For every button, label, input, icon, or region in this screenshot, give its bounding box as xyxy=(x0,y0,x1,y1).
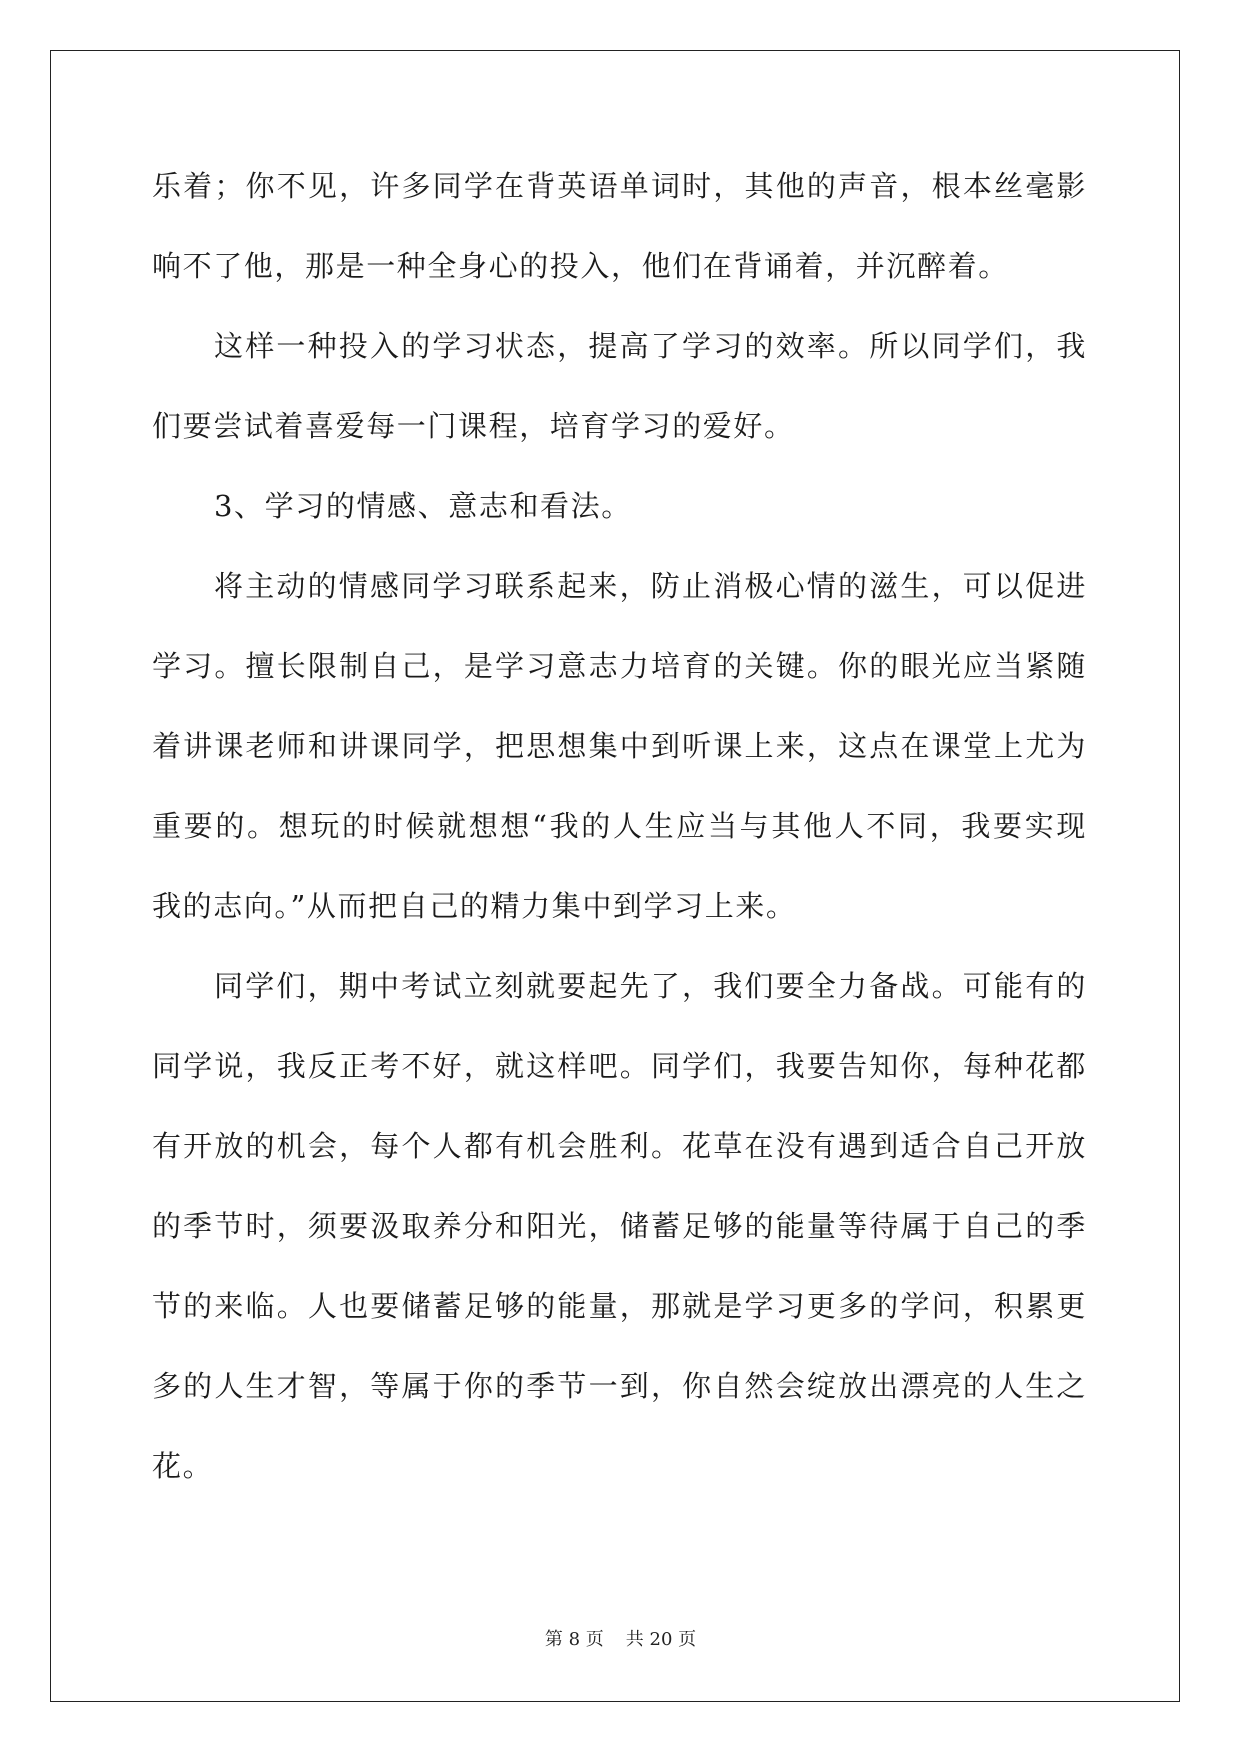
text-line-10: 我的志向。”从而把自己的精力集中到学习上来。 xyxy=(152,889,797,923)
text-line-1: 乐着；你不见，许多同学在背英语单词时，其他的声音，根本丝毫影 xyxy=(152,169,1087,203)
text-line-9: 重要的。想玩的时候就想想“我的人生应当与其他人不同，我要实现 xyxy=(152,809,1087,843)
text-line-15: 节的来临。人也要储蓄足够的能量，那就是学习更多的学问，积累更 xyxy=(152,1289,1087,1323)
text-line-5: 3、学习的情感、意志和看法。 xyxy=(214,489,632,523)
text-line-3: 这样一种投入的学习状态，提高了学习的效率。所以同学们，我 xyxy=(214,329,1087,363)
text-line-11: 同学们，期中考试立刻就要起先了，我们要全力备战。可能有的 xyxy=(214,969,1087,1003)
text-line-2: 响不了他，那是一种全身心的投入，他们在背诵着，并沉醉着。 xyxy=(152,249,1009,283)
text-line-6: 将主动的情感同学习联系起来，防止消极心情的滋生，可以促进 xyxy=(214,569,1087,603)
text-line-17: 花。 xyxy=(152,1449,214,1483)
text-line-7: 学习。擅长限制自己，是学习意志力培育的关键。你的眼光应当紧随 xyxy=(152,649,1087,683)
text-line-13: 有开放的机会，每个人都有机会胜利。花草在没有遇到适合自己开放 xyxy=(152,1129,1087,1163)
text-line-12: 同学说，我反正考不好，就这样吧。同学们，我要告知你，每种花都 xyxy=(152,1049,1087,1083)
page-footer xyxy=(0,1628,1241,1652)
text-line-8: 着讲课老师和讲课同学，把思想集中到听课上来，这点在课堂上尤为 xyxy=(152,729,1087,763)
text-line-4: 们要尝试着喜爱每一门课程，培育学习的爱好。 xyxy=(152,409,795,443)
page-number: 第 8 页 xyxy=(544,1629,604,1650)
text-line-16: 多的人生才智，等属于你的季节一到，你自然会绽放出漂亮的人生之 xyxy=(152,1369,1087,1403)
page-total: 共 20 页 xyxy=(625,1629,697,1650)
text-line-14: 的季节时，须要汲取养分和阳光，储蓄足够的能量等待属于自己的季 xyxy=(152,1209,1087,1243)
document-body xyxy=(152,160,1087,1520)
